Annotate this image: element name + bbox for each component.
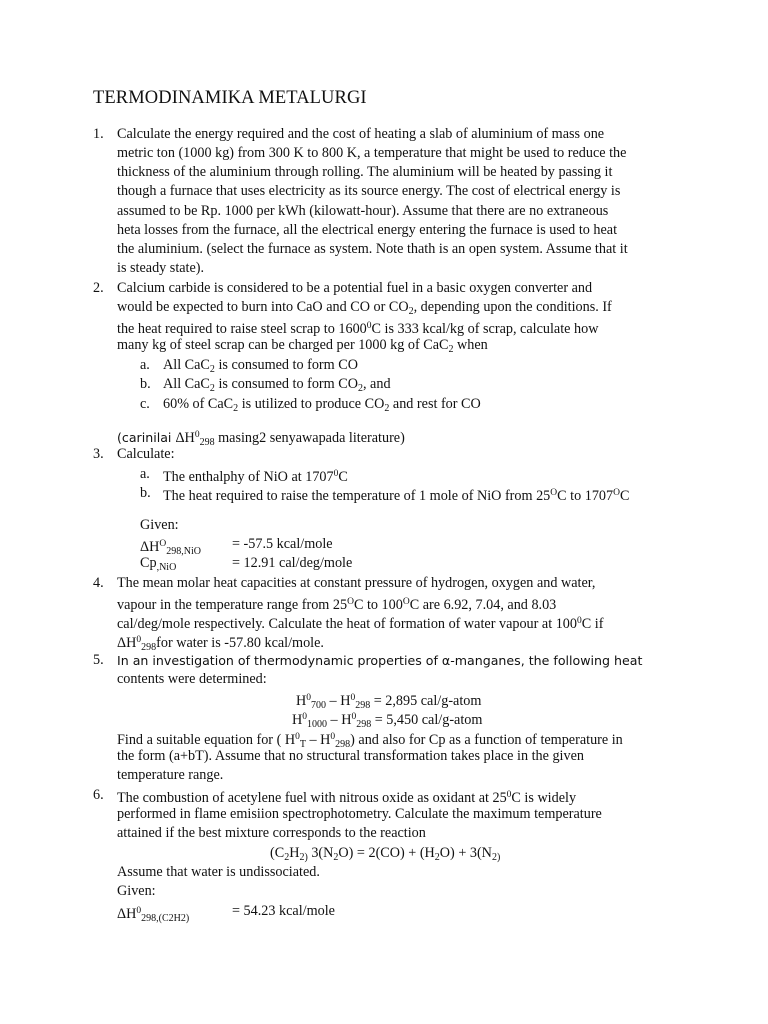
problem-3-given-2-value: = 12.91 cal/deg/mole bbox=[232, 555, 353, 571]
problem-5-line-2: contents were determined: bbox=[117, 671, 267, 687]
problem-2a-text: All CaC$_2$ is consumed to form CO bbox=[163, 357, 358, 375]
problem-4-number: 4. bbox=[93, 575, 104, 591]
problem-4-line-1: The mean molar heat capacities at constant pressure of hydrogen, oxygen and water, bbox=[117, 575, 596, 591]
problem-6-line-4: Assume that water is undissociated. bbox=[117, 864, 320, 880]
problem-3a-text: The enthalphy of NiO at 1707$^0$C bbox=[163, 469, 348, 485]
document-title: TERMODINAMIKA METALURGI bbox=[93, 88, 367, 108]
problem-3b-label: b. bbox=[140, 485, 151, 501]
problem-2-line-2: would be expected to burn into CaO and CO or $CO_2$, depending upon the conditions. If bbox=[117, 299, 612, 317]
problem-6-line-3: attained if the best mixture corresponds to the reaction bbox=[117, 825, 426, 841]
problem-5-line-4: the form (a+bT). Assume that no structural transformation takes place in the given bbox=[117, 748, 584, 764]
problem-2c-label: c. bbox=[140, 396, 150, 412]
problem-1-line-4: though a furnace that uses electricity as its source energy. The cost of electrical energy is bbox=[117, 183, 621, 199]
problem-4-line-4: $\Delta H^0_{298}for$ water is -57.80 kcal/mole. bbox=[117, 635, 324, 653]
problem-6-line-1: The combustion of acetylene fuel with nitrous oxide as oxidant at $25^0C$ is widely bbox=[117, 790, 577, 806]
problem-4-line-3: cal/deg/mole respectively. Calculate the heat of formation of water vapour at $100^0C$ if bbox=[117, 616, 604, 632]
problem-5-equation-2: $H^0_{1000} - H^0_{298} = 5,450$ cal/g-atom bbox=[292, 712, 483, 730]
problem-3-number: 3. bbox=[93, 446, 104, 462]
problem-3-heading: Calculate: bbox=[117, 446, 175, 462]
problem-3-given-2-name: $Cp_{,NiO}$ bbox=[140, 555, 177, 573]
problem-2-line-3: the heat required to raise steel scrap to 1600$^0$C is 333 kcal/kg of scrap, calculate how bbox=[117, 321, 599, 337]
problem-3-given-label: Given: bbox=[140, 517, 179, 533]
problem-1-line-2: metric ton (1000 kg) from 300 K to 800 K, a temperature that might be used to reduce the bbox=[117, 145, 627, 161]
problem-3-given-1-name: $\Delta H^O_{298,NiO}$ bbox=[140, 539, 201, 557]
problem-1-line-7: the aluminium. (select the furnace as system. Note thath is an open system. Assume that it bbox=[117, 241, 628, 257]
problem-2b-text: All CaC$_2$ is consumed to form $CO_2$, and bbox=[163, 376, 391, 394]
problem-3b-text: The heat required to raise the temperature of 1 mole of NiO from $25^OC$ to $1707^OC$ bbox=[163, 488, 630, 504]
problem-5-number: 5. bbox=[93, 652, 104, 668]
problem-3a-label: a. bbox=[140, 466, 150, 482]
problem-2c-text: 60% of CaC$_2$ is utilized to produce $CO_2$ and rest for CO bbox=[163, 396, 481, 414]
problem-1-number: 1. bbox=[93, 126, 104, 142]
problem-5-line-5: temperature range. bbox=[117, 767, 224, 783]
problem-1-line-6: heta losses from the furnace, all the electrical energy entering the furnace is used to heat bbox=[117, 222, 618, 238]
problem-6-given-label: Given: bbox=[117, 883, 156, 899]
problem-6-given-1-value: = 54.23 kcal/mole bbox=[232, 903, 335, 919]
problem-2-number: 2. bbox=[93, 280, 104, 296]
problem-1-line-5: assumed to be Rp. 1000 per kWh (kilowatt-hour). Assume that there are no extraneous bbox=[117, 203, 609, 219]
problem-5-equation-1: $H^0_{700} - H^0_{298} = 2,895$ cal/g-atom bbox=[296, 693, 482, 711]
problem-2b-label: b. bbox=[140, 376, 151, 392]
problem-1-line-3: thickness of the aluminium through rolling. The aluminium will be heated by passing it bbox=[117, 164, 613, 180]
problem-6-number: 6. bbox=[93, 787, 104, 803]
problem-5-line-3: Find a suitable equation for ( $H^0_T - H^0_{298}$) and also for Cp as a function of temperature in bbox=[117, 732, 623, 750]
problem-5-line-1: In an investigation of thermodynamic properties of α-manganes, the following heat bbox=[117, 653, 643, 668]
problem-2-note: (carinilai $\Delta H^0_{298}$ masing2 senyawapada literature) bbox=[117, 430, 405, 448]
problem-4-line-2: vapour in the temperature range from $25^OC$ to $100^OC$ are 6.92, 7.04, and 8.03 bbox=[117, 597, 557, 613]
problem-2-line-1: Calcium carbide is considered to be a potential fuel in a basic oxygen converter and bbox=[117, 280, 593, 296]
problem-2-line-4: many kg of steel scrap can be charged per 1000 kg of CaC$_2$ when bbox=[117, 337, 488, 355]
problem-3-given-1-value: = -57.5 kcal/mole bbox=[232, 536, 333, 552]
problem-6-reaction: ($C_2H_{2)}$ $3(N_2O) = 2(CO) + (H_2O) + 3(N_{2)}$ bbox=[270, 845, 501, 863]
problem-6-line-2: performed in flame emisiion spectrophotometry. Calculate the maximum temperature bbox=[117, 806, 602, 822]
problem-1-line-1: Calculate the energy required and the cost of heating a slab of aluminium of mass one bbox=[117, 126, 605, 142]
problem-2a-label: a. bbox=[140, 357, 150, 373]
problem-6-given-1-name: $\Delta H^0_{298,(C2H2)}$ bbox=[117, 906, 190, 924]
problem-1-line-8: is steady state). bbox=[117, 260, 205, 276]
